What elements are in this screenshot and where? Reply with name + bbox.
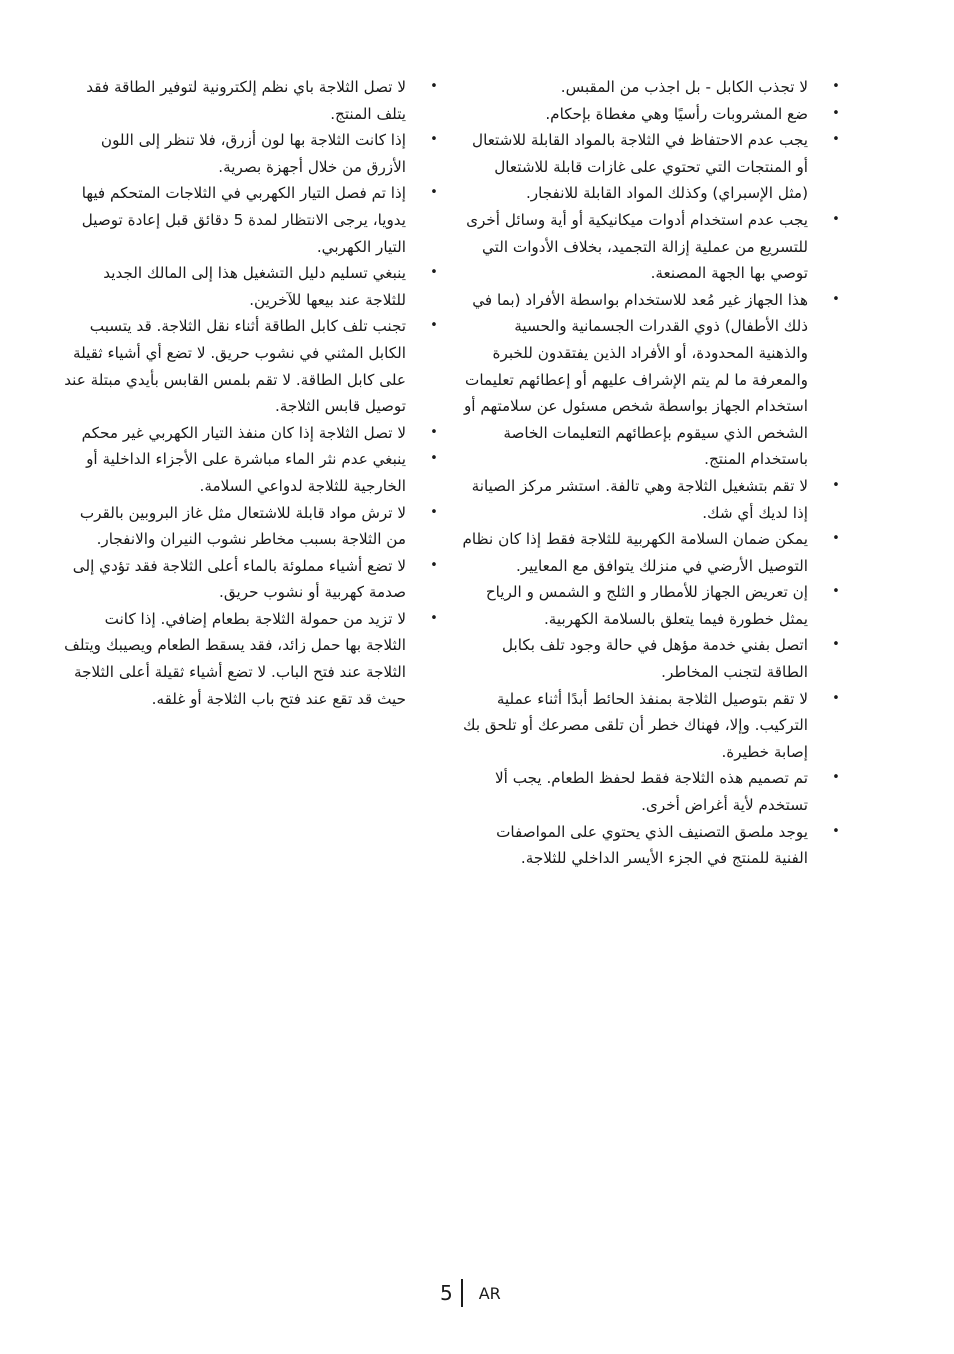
safety-list-right: [462, 74, 842, 872]
list-item-text: ينبغي عدم نثر الماء مباشرة على الأجزاء الداخلية أو الخارجية للثلاجة لدواعي السلامة.: [86, 450, 406, 495]
list-item: [462, 686, 842, 766]
page-footer: [440, 1278, 501, 1308]
list-item-text: هذا الجهاز غير مُعد للاستخدام بواسطة الأفراد (بما في ذلك الأطفال) ذوي القدرات الجسمانية والحسية والذهنية المحدودة، أو الأفراد الذين يفتقدون للخبرة والمعرفة ما لم يتم الإشراف عليهم أو إعطائهم تعليمات استخدام الجهاز بواسطة شخص مسئول عن سلامتهم أو الشخص الذي سيقوم بإعطائهم التعليمات الخاصة باستخدام المنتج.: [463, 290, 808, 469]
bullet-icon: •: [832, 584, 840, 600]
language-label: AR: [478, 1283, 501, 1303]
list-item-text: لا تضع أشياء مملوئة بالماء أعلى الثلاجة فقد تؤدي إلى صدمة كهربية أو نشوب حريق.: [72, 556, 406, 602]
bullet-icon: •: [832, 531, 840, 547]
list-item: [462, 207, 842, 287]
list-item: [462, 526, 842, 579]
list-item: [60, 553, 440, 606]
bullet-icon: •: [832, 132, 840, 148]
left-column: [60, 74, 440, 712]
bullet-icon: •: [832, 211, 840, 227]
list-item: [60, 260, 440, 313]
list-item: [60, 180, 440, 260]
list-item: [60, 446, 440, 499]
bullet-icon: •: [430, 265, 438, 281]
safety-list-left: [60, 74, 440, 712]
page-number: 5: [440, 1281, 453, 1305]
list-item: [462, 74, 842, 101]
list-item: [462, 579, 842, 632]
list-item-text: يوجد ملصق التصنيف الذي يحتوي على المواصفات الفنية للمنتج في الجزء الأيسر الداخلي للثلاجة.: [496, 822, 808, 868]
list-item-text: ضع المشروبات رأسيًا وهي مغطاة بإحكام.: [545, 104, 808, 123]
list-item-text: لا تصل الثلاجة باي نظم إلكترونية لتوفير الطاقة فقد يتلف المنتج.: [86, 78, 406, 123]
right-column: [462, 74, 842, 872]
list-item-text: تجنب تلف كابل الطاقة أثناء نقل الثلاجة. قد يتسبب الكابل المثني في نشوب حريق. لا تضع أي أشياء ثقيلة على كابل الطاقة. لا تقم بلمس القابس بأيدي مبتلة عند توصيل قابس الثلاجة.: [64, 317, 406, 416]
bullet-icon: •: [832, 637, 840, 653]
list-item-text: لا تقم بتوصيل الثلاجة بمنفذ الحائط أبدًا أثناء عملية التركيب. وإلا، فهناك خطر أن تلقى مصرعك أو تلحق بك إصابة خطيرة.: [463, 689, 808, 761]
list-item: [60, 420, 440, 447]
list-item-text: اتصل بفني خدمة مؤهل في حالة وجود تلف بكابل الطاقة لتجنب المخاطر.: [501, 636, 808, 682]
list-item-text: يمكن ضمان السلامة الكهربية للثلاجة فقط إذا كان نظام التوصيل الأرضي في منزلك يتوافق مع المعايير.: [462, 530, 808, 575]
bullet-icon: •: [832, 770, 840, 786]
list-item: [462, 819, 842, 872]
list-item: [60, 127, 440, 180]
list-item: [60, 74, 440, 127]
bullet-icon: •: [430, 557, 438, 573]
bullet-icon: •: [430, 610, 438, 626]
list-item-text: لا تزيد من حمولة الثلاجة بطعام إضافي. إذا كانت الثلاجة بها حمل زائد، فقد يسقط الطعام ويصيبك ويتلف الثلاجة عند فتح الباب. لا تضع أشياء ثقيلة أعلى الثلاجة حيث قد تقع عند فتح باب الثلاجة أو غلقه.: [64, 609, 406, 708]
bullet-icon: •: [832, 823, 840, 839]
list-item: [60, 313, 440, 419]
list-item-text: لا تجذب الكابل - بل اجذب من المقبس.: [560, 78, 808, 96]
bullet-icon: •: [430, 318, 438, 334]
footer-divider: [461, 1279, 463, 1307]
list-item-text: لا ترش مواد قابلة للاشتعال مثل غاز البروبين بالقرب من الثلاجة بسبب مخاطر نشوب النيران والانفجار.: [79, 503, 406, 549]
list-item-text: إن تعريض الجهاز للأمطار و الثلج و الشمس و الرياح يمثل خطورة فيما يتعلق بالسلامة الكهربية.: [485, 583, 808, 628]
bullet-icon: •: [430, 424, 438, 440]
list-item-text: لا تقم بتشغيل الثلاجة وهي تالفة. استشر مركز الصيانة إذا لديك أي شك.: [471, 476, 808, 522]
bullet-icon: •: [430, 132, 438, 148]
list-item-text: ينبغي تسليم دليل التشغيل هذا إلى المالك الجديد للثلاجة عند بيعها للآخرين.: [103, 264, 406, 309]
bullet-icon: •: [832, 105, 840, 121]
bullet-icon: •: [832, 79, 840, 94]
list-item: [462, 101, 842, 128]
list-item: [462, 473, 842, 526]
bullet-icon: •: [430, 451, 438, 467]
bullet-icon: •: [832, 477, 840, 493]
list-item-text: لا تصل الثلاجة إذا كان منفذ التيار الكهربي غير محكم: [81, 423, 406, 442]
list-item: [60, 500, 440, 553]
list-item-text: تم تصميم هذه الثلاجة فقط لحفظ الطعام. يجب ألا تستخدم لأية أغراض أخرى.: [495, 769, 808, 815]
list-item-text: يجب عدم استخدام أدوات ميكانيكية أو أية وسائل أخرى للتسريع من عملية إزالة التجميد، بخلاف الأدوات التي توصي بها الجهة المصنعة.: [466, 210, 808, 283]
list-item: [462, 127, 842, 207]
list-item: [60, 606, 440, 712]
list-item-text: إذا كانت الثلاجة بها لون أزرق، فلا تنظر إلى اللون الأزرق من خلال أجهزة بصرية.: [100, 131, 406, 176]
bullet-icon: •: [832, 291, 840, 307]
bullet-icon: •: [430, 79, 438, 94]
bullet-icon: •: [430, 185, 438, 201]
list-item-text: يجب عدم الاحتفاظ في الثلاجة بالمواد القابلة للاشتعال أو المنتجات التي تحتوي على غازات قابلة للاشتعال (مثل الإسبراي) وكذلك المواد القابلة للانفجار.: [472, 131, 808, 203]
list-item: [462, 287, 842, 473]
list-item: [462, 765, 842, 818]
bullet-icon: •: [832, 690, 840, 706]
list-item-text: إذا تم فصل التيار الكهربي في الثلاجات المتحكم فيها يدويا، يرجى الانتظار لمدة 5 دقائق قبل إعادة توصيل التيار الكهربي.: [81, 184, 406, 256]
bullet-icon: •: [430, 504, 438, 520]
list-item: [462, 632, 842, 685]
